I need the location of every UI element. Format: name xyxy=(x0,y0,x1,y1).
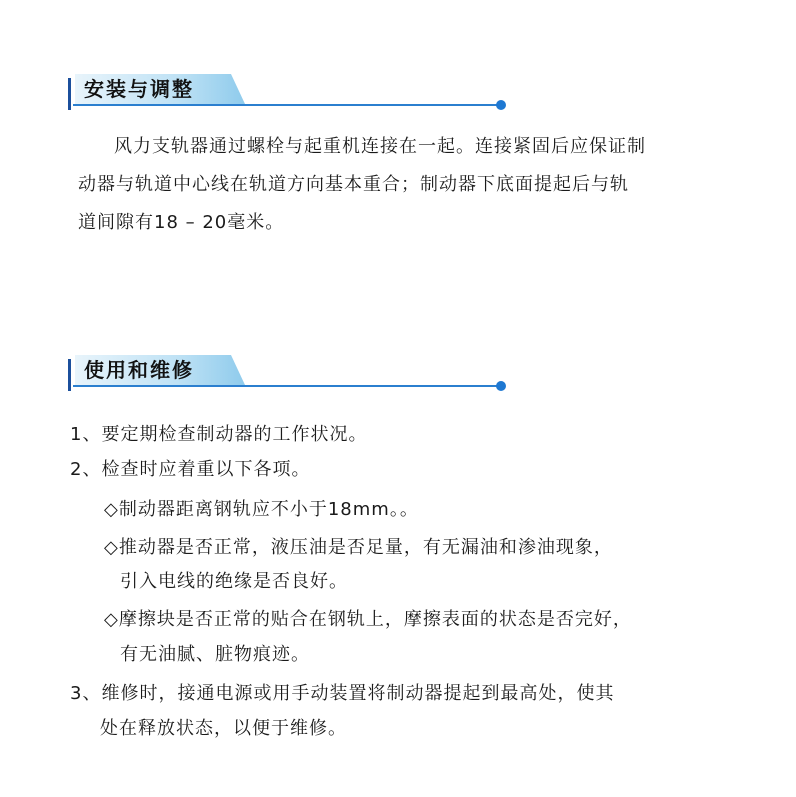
header-dot xyxy=(496,100,506,110)
sub-item-continuation: 有无油腻、脏物痕迹。 xyxy=(120,644,310,665)
paragraph-line: 道间隙有18 – 20毫米。 xyxy=(78,212,285,233)
header-underline xyxy=(73,104,503,106)
header-accent-bar xyxy=(68,359,71,391)
header-accent-bar xyxy=(68,78,71,110)
header-dot xyxy=(496,381,506,391)
section-header-usage xyxy=(68,355,508,395)
paragraph-line: 风力支轨器通过螺栓与起重机连接在一起。连接紧固后应保证制 xyxy=(114,136,646,157)
sub-item-continuation: 引入电线的绝缘是否良好。 xyxy=(120,571,348,592)
list-item: 2、检查时应着重以下各项。 xyxy=(70,459,311,480)
sub-item: ◇推动器是否正常，液压油是否足量，有无漏油和渗油现象， xyxy=(104,537,613,558)
list-item-continuation: 处在释放状态，以便于维修。 xyxy=(100,718,347,739)
header-underline xyxy=(73,385,503,387)
paragraph-line: 动器与轨道中心线在轨道方向基本重合；制动器下底面提起后与轨 xyxy=(78,174,629,195)
list-item: 1、要定期检查制动器的工作状况。 xyxy=(70,424,368,445)
list-item: 3、维修时，接通电源或用手动装置将制动器提起到最高处，使其 xyxy=(70,683,615,704)
section-title: 使用和维修 xyxy=(84,358,194,382)
sub-item: ◇制动器距离钢轨应不小于18mm。。 xyxy=(104,499,419,520)
section-title: 安装与调整 xyxy=(84,77,194,101)
sub-item: ◇摩擦块是否正常的贴合在钢轨上，摩擦表面的状态是否完好， xyxy=(104,609,632,630)
section-header-install xyxy=(68,74,508,114)
install-paragraph xyxy=(78,128,738,242)
